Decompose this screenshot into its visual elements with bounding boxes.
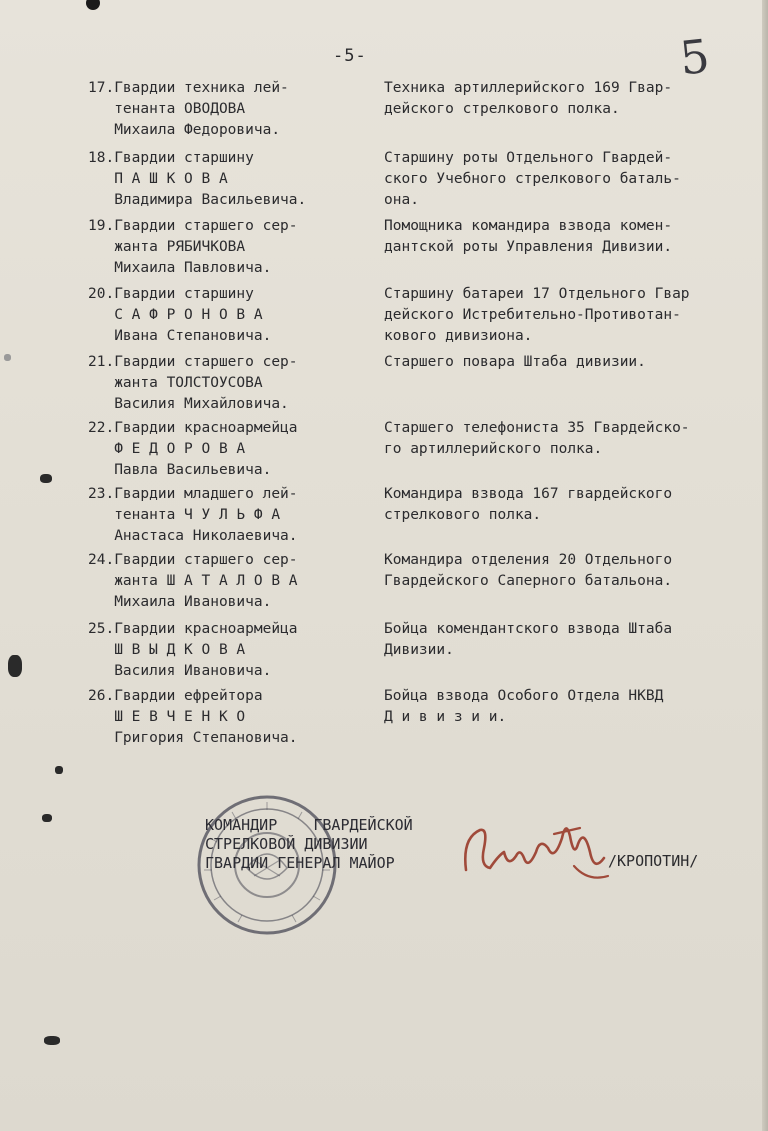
- commander-title-block: КОМАНДИР ГВАРДЕЙСКОЙ СТРЕЛКОВОЙ ДИВИЗИИ ГВАРДИИ ГЕНЕРАЛ МАЙОР: [205, 816, 413, 872]
- entry-position: Старшего телефониста 35 Гвардейско- го артиллерийского полка.: [384, 420, 690, 457]
- entry-recipient: 19.Гвардии старшего сер- жанта РЯБИЧКОВА Михаила Павловича.: [88, 218, 298, 276]
- ink-smudge: [44, 1036, 60, 1045]
- entry-recipient: 18.Гвардии старшину П А Ш К О В А Владимира Васильевича.: [88, 150, 307, 208]
- entry-recipient: 17.Гвардии техника лей- тенанта ОВОДОВА Михаила Федоровича.: [88, 80, 289, 138]
- ink-smudge: [4, 354, 11, 361]
- page-edge: [762, 0, 768, 1131]
- entry-recipient: 21.Гвардии старшего сер- жанта ТОЛСТОУСОВА Василия Михайловича.: [88, 354, 298, 412]
- ink-smudge: [42, 814, 52, 822]
- entry-position: Старшего повара Штаба дивизии.: [384, 354, 646, 370]
- entry-recipient: 24.Гвардии старшего сер- жанта Ш А Т А Л О В А Михаила Ивановича.: [88, 552, 298, 610]
- commander-signature: [458, 808, 618, 898]
- entry-position: Старшину роты Отдельного Гвардей- ского Учебного стрелкового баталь- она.: [384, 150, 681, 208]
- entry-recipient: 22.Гвардии красноармейца Ф Е Д О Р О В А Павла Васильевича.: [88, 420, 298, 478]
- punch-hole: [86, 0, 100, 10]
- entry-recipient: 26.Гвардии ефрейтора Ш Е В Ч Е Н К О Григория Степановича.: [88, 688, 298, 746]
- ink-smudge: [55, 766, 63, 774]
- entry-position: Бойца взвода Особого Отдела НКВД Д и в и з и и.: [384, 688, 664, 725]
- handwritten-page-number: 5: [677, 28, 713, 86]
- entry-position: Техника артиллерийского 169 Гвар- дейского стрелкового полка.: [384, 80, 673, 117]
- entry-position: Командира отделения 20 Отдельного Гвардейского Саперного батальона.: [384, 552, 673, 589]
- entry-position: Помощника командира взвода комен- дантской роты Управления Дивизии.: [384, 218, 673, 255]
- entry-position: Командира взвода 167 гвардейского стрелкового полка.: [384, 486, 673, 523]
- entry-position: Бойца комендантского взвода Штаба Дивизии.: [384, 621, 673, 658]
- page-number: -5-: [333, 46, 367, 66]
- ink-smudge: [8, 655, 22, 677]
- entry-recipient: 20.Гвардии старшину С А Ф Р О Н О В А Ивана Степановича.: [88, 286, 272, 344]
- ink-smudge: [40, 474, 52, 483]
- entry-recipient: 25.Гвардии красноармейца Ш В Ы Д К О В А Василия Ивановича.: [88, 621, 298, 679]
- entry-recipient: 23.Гвардии младшего лей- тенанта Ч У Л Ь Ф А Анастаса Николаевича.: [88, 486, 298, 544]
- signature-name: /КРОПОТИН/: [608, 852, 699, 870]
- entry-position: Старшину батареи 17 Отдельного Гвар дейского Истребительно-Противотан- кового дивизиона.: [384, 286, 690, 344]
